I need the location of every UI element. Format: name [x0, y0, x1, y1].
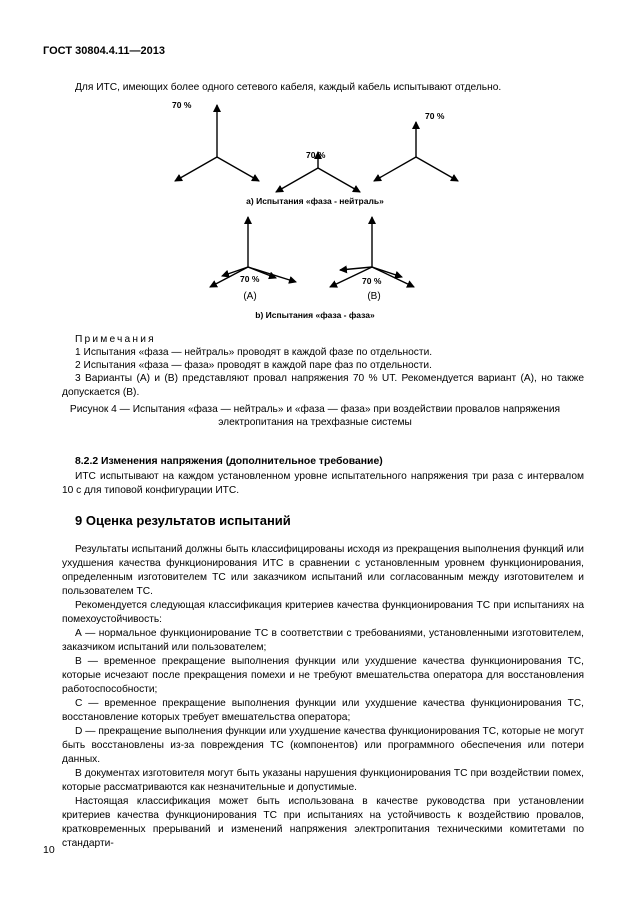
intro-line: Для ИТС, имеющих более одного сетевого кабеля, каждый кабель испытывают отдельно.: [75, 82, 502, 93]
label-70-star1: 70 %: [172, 100, 192, 110]
phasor-star-3: [374, 122, 458, 181]
variant-a-label: (A): [243, 291, 257, 302]
paragraph: Настоящая классификация может быть использована в качестве руководства при установлении критериев качества функционирования ТС при испытаниях на устойчивость к воздействию провалов, кратковременных прерываний и изменений напряжения электропитания техническими комитетами по стандарти-: [62, 796, 584, 849]
figure-caption-line2: электропитания на трехфазные системы: [218, 417, 412, 428]
label-70-star2: 70 %: [306, 150, 326, 160]
note-2: 2 Испытания «фаза — фаза» проводят в каждой паре фаз по отдельности.: [75, 360, 432, 371]
caption-a: а) Испытания «фаза - нейтраль»: [246, 196, 384, 206]
variant-b-label: (B): [367, 291, 381, 302]
paragraph: Рекомендуется следующая классификация критериев качества функционирования ТС при испытаниях на помехоустойчивость:: [62, 600, 584, 625]
label-70-variant-a: 70 %: [240, 274, 260, 284]
phasor-star-1: [175, 105, 259, 181]
paragraph: В документах изготовителя могут быть указаны нарушения функционирования ТС при воздействии помех, которые рассматриваются как незначительные и допустимые.: [62, 768, 584, 793]
label-70-variant-b: 70 %: [362, 276, 382, 286]
section-9-title: 9 Оценка результатов испытаний: [75, 513, 291, 528]
section-822-title: 8.2.2 Изменения напряжения (дополнительное требование): [75, 456, 383, 467]
section-9-body: [62, 543, 584, 851]
page-number: 10: [43, 844, 55, 856]
caption-b: b) Испытания «фаза - фаза»: [255, 310, 375, 320]
paragraph: Результаты испытаний должны быть классифицированы исходя из прекращения выполнения функций или ухудшения качества функционирования ИТС в сравнении с установленным уровнем функционирования, определенным изготовителем ТС или заказчиком испытаний или согласованным между изготовителем и пользователем ТС.: [62, 544, 584, 597]
notes-title: Примечания: [75, 334, 156, 345]
note-1: 1 Испытания «фаза — нейтраль» проводят в каждой фазе по отдельности.: [75, 347, 433, 358]
criterion-a: А — нормальное функционирование ТС в соответствии с требованиями, установленными изготовителем, заказчиком испытаний или пользователем;: [62, 628, 584, 653]
note-3: 3 Варианты (A) и (B) представляют провал напряжения 70 % UT. Рекомендуется вариант (А), но также допускается (В).: [62, 373, 584, 398]
document-header: ГОСТ 30804.4.11—2013: [43, 45, 166, 57]
figure-4-diagram: [0, 92, 630, 322]
section-822-text: ИТС испытывают на каждом установленном уровне испытательного напряжения три раза с интервалом 10 с для типовой конфигурации ИТС.: [62, 471, 584, 496]
figure-caption-line1: Рисунок 4 — Испытания «фаза — нейтраль» и «фаза — фаза» при воздействии провалов напряжения: [69, 404, 561, 415]
criterion-d: D — прекращение выполнения функции или ухудшение качества функционирования ТС, которые не могут быть восстановлены из-за повреждения ТС (компонентов) или программного обеспечения или потери данных.: [62, 726, 584, 765]
label-70-star3: 70 %: [425, 111, 445, 121]
criterion-b: В — временное прекращение выполнения функции или ухудшение качества функционирования ТС, которые исчезают после прекращения помехи и не требуют вмешательства оператора для восстановления работоспособности;: [62, 656, 584, 695]
criterion-c: С — временное прекращение выполнения функции или ухудшение качества функционирования ТС, восстановление которых требует вмешательства оператора;: [62, 698, 584, 723]
